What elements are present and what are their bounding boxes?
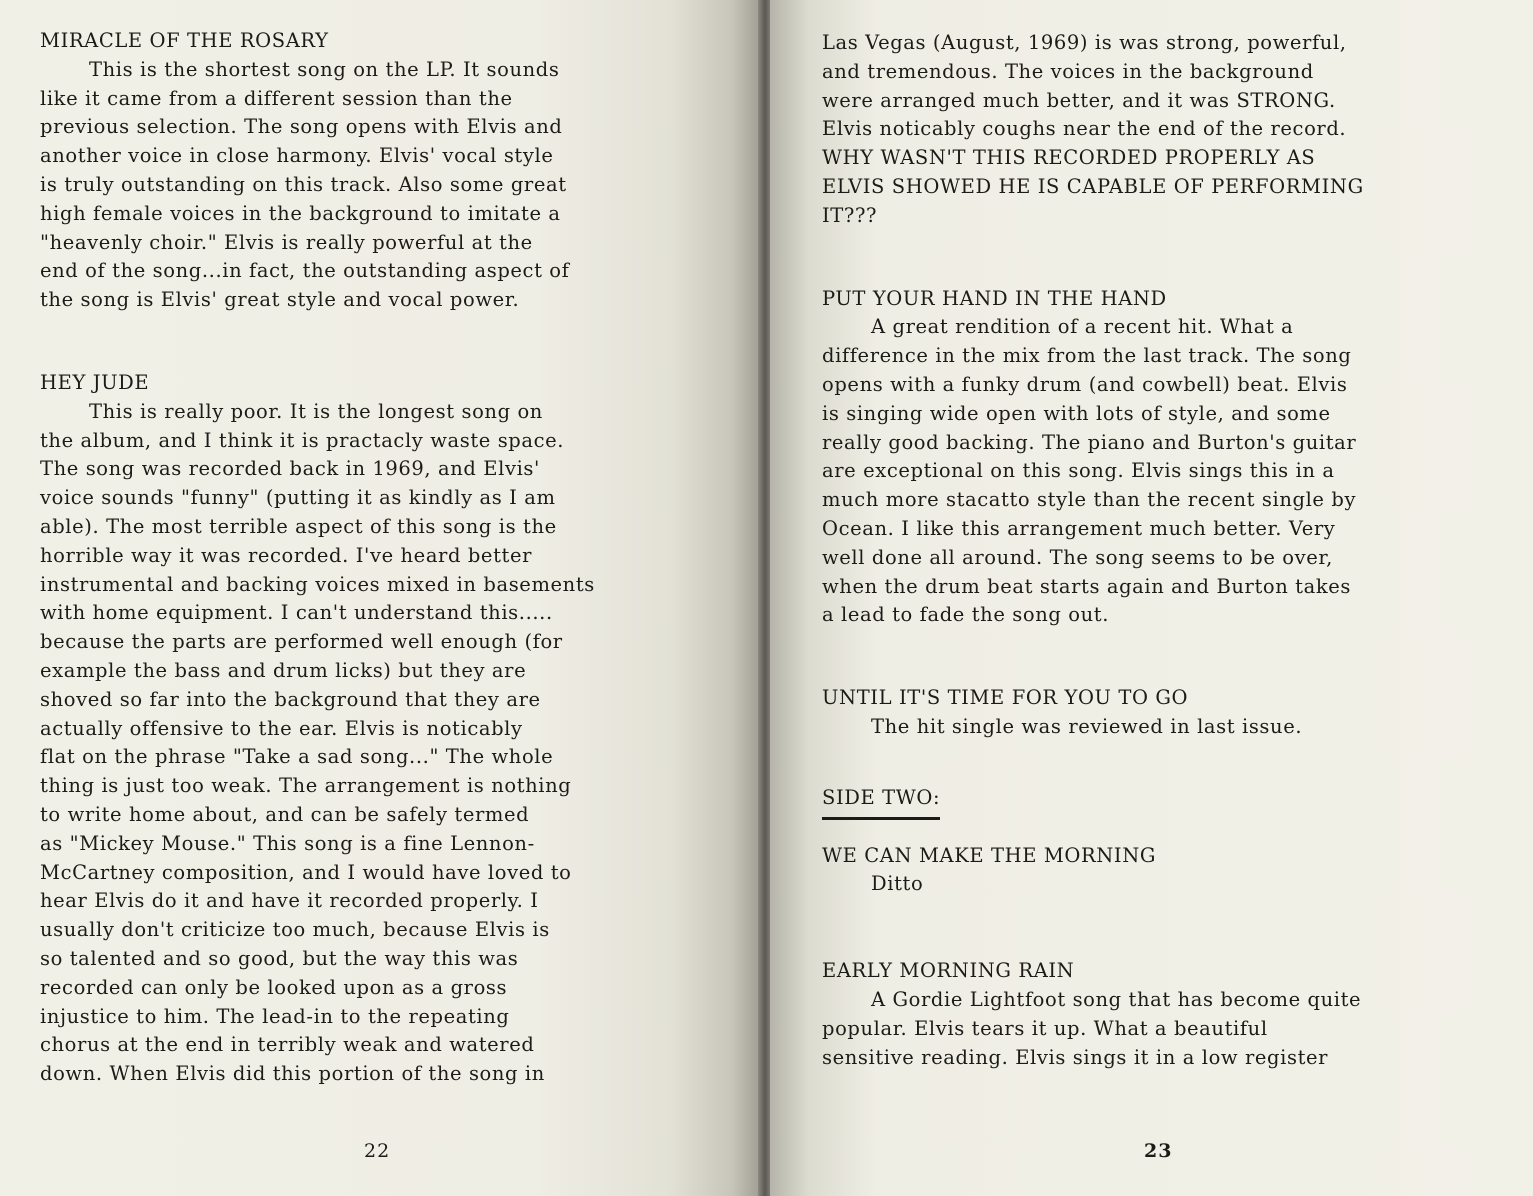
section-gap [822,899,1364,957]
text-line: thing is just too weak. The arrangement is nothing [40,774,572,798]
text-line: is singing wide open with lots of style, and some [822,401,1331,425]
text-line: much more stacatto style than the recent single by [822,488,1357,512]
text-line: McCartney composition, and I would have loved to [40,860,572,884]
text-line: able). The most terrible aspect of this song is the [40,514,557,538]
text-line: injustice to him. The lead-in to the repeating [40,1004,510,1028]
song-heading: HEY JUDE [40,370,150,394]
text-line: the album, and I think it is practacly waste space. [40,428,565,452]
text-line: A great rendition of a recent hit. What a [871,315,1294,339]
text-line: A Gordie Lightfoot song that has become quite [871,987,1362,1011]
text-line: to write home about, and can be safely termed [40,802,530,826]
section-gap [822,630,1364,684]
text-line: opens with a funky drum (and cowbell) beat. Elvis [822,372,1348,396]
text-line: as "Mickey Mouse." This song is a fine Lennon- [40,831,535,855]
text-line: is truly outstanding on this track. Also some great [40,172,567,196]
text-line: a lead to fade the song out. [822,603,1110,627]
text-line: because the parts are performed well enough (for [40,630,563,654]
side-two-heading [822,784,1364,820]
text-line: like it came from a different session than the [40,86,513,110]
right-page [770,0,1533,1196]
text-line: sensitive reading. Elvis sings it in a low register [822,1045,1329,1069]
text-line: another voice in close harmony. Elvis' vocal style [40,144,554,168]
text-line: flat on the phrase "Take a sad song..." The whole [40,745,554,769]
text-line: hear Elvis do it and have it recorded properly. I [40,889,539,913]
text-line: and tremendous. The voices in the background [822,59,1314,83]
song-heading: EARLY MORNING RAIN [822,959,1075,983]
text-line: The song was recorded back in 1969, and Elvis' [40,457,540,481]
text-line: end of the song...in fact, the outstanding aspect of [40,259,570,283]
text-line: This is really poor. It is the longest song on [89,399,543,423]
text-line: "heavenly choir." Elvis is really powerful at the [40,230,533,254]
text-line: ELVIS SHOWED HE IS CAPABLE OF PERFORMING [822,174,1364,198]
section-gap [822,820,1364,842]
text-line: IT??? [822,203,878,227]
text-line: WHY WASN'T THIS RECORDED PROPERLY AS [822,146,1316,170]
text-line: Elvis noticably coughs near the end of the record. [822,117,1347,141]
section-gap [40,315,595,369]
left-page [0,0,762,1196]
section-gap [822,231,1364,285]
text-line: are exceptional on this song. Elvis sings this in a [822,459,1335,483]
text-line: down. When Elvis did this portion of the song in [40,1062,545,1086]
right-page-text [822,29,1364,1072]
text-line: so talented and so good, but the way this was [40,946,519,970]
left-page-text [40,27,595,1089]
text-line: difference in the mix from the last track. The song [822,344,1352,368]
page-number: 23 [1144,1140,1173,1162]
text-line: recorded can only be looked upon as a gross [40,975,508,999]
page-number: 22 [364,1140,391,1162]
text-line: The hit single was reviewed in last issue. [871,714,1303,738]
song-heading: MIRACLE OF THE ROSARY [40,29,329,52]
text-line: usually don't criticize too much, because Elvis is [40,918,550,942]
text-line: This is the shortest song on the LP. It sounds [89,57,560,81]
text-line: popular. Elvis tears it up. What a beautiful [822,1016,1268,1040]
text-line: shoved so far into the background that they are [40,687,541,711]
text-line: the song is Elvis' great style and vocal power. [40,288,520,312]
side-two-label: SIDE TWO: [822,784,940,820]
text-line: really good backing. The piano and Burton's guitar [822,430,1357,454]
text-line: horrible way it was recorded. I've heard better [40,543,533,567]
text-line: chorus at the end in terribly weak and watered [40,1033,535,1057]
text-line: previous selection. The song opens with Elvis and [40,115,563,139]
text-line: Ditto [871,872,924,896]
text-line: instrumental and backing voices mixed in basements [40,572,595,596]
section-gap [822,742,1364,784]
text-line: actually offensive to the ear. Elvis is noticably [40,716,523,740]
text-line: high female voices in the background to imitate a [40,201,561,225]
text-line: well done all around. The song seems to be over, [822,545,1333,569]
song-heading: WE CAN MAKE THE MORNING [822,843,1157,867]
text-line: example the bass and drum licks) but they are [40,658,527,682]
text-line: Las Vegas (August, 1969) is was strong, powerful, [822,31,1347,54]
text-line: Ocean. I like this arrangement much better. Very [822,516,1336,540]
song-heading: UNTIL IT'S TIME FOR YOU TO GO [822,686,1189,710]
text-line: with home equipment. I can't understand this..... [40,601,553,625]
text-line: were arranged much better, and it was STRONG. [822,88,1336,112]
text-line: when the drum beat starts again and Burton takes [822,574,1352,598]
text-line: voice sounds "funny" (putting it as kindly as I am [40,486,556,510]
song-heading: PUT YOUR HAND IN THE HAND [822,286,1167,310]
